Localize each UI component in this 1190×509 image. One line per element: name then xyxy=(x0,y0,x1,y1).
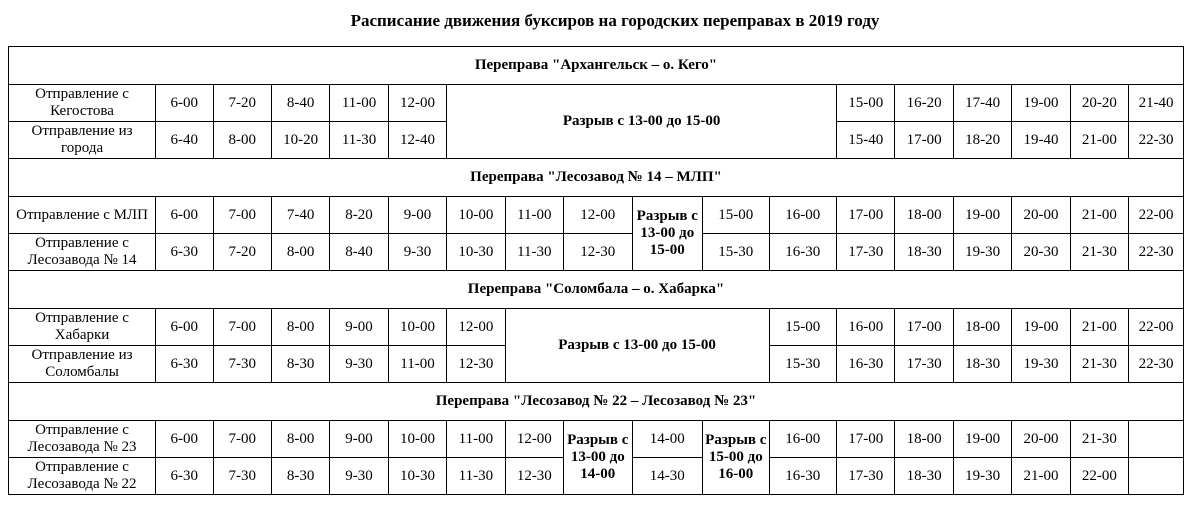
time-cell xyxy=(1129,421,1184,458)
break-cell: Разрыв с 13-00 до 15-00 xyxy=(632,197,703,271)
time-cell: 8-40 xyxy=(271,85,329,122)
time-cell: 18-00 xyxy=(895,197,953,234)
schedule-body xyxy=(9,47,1184,495)
time-cell: 18-20 xyxy=(953,122,1011,159)
crossing-header-row xyxy=(9,159,1184,197)
time-cell: 14-00 xyxy=(632,421,703,458)
time-cell: 9-30 xyxy=(330,346,388,383)
time-cell: 22-30 xyxy=(1129,346,1184,383)
time-cell: 17-30 xyxy=(837,234,895,271)
time-cell: 11-00 xyxy=(505,197,563,234)
time-cell: 17-00 xyxy=(837,197,895,234)
time-cell: 19-30 xyxy=(953,234,1011,271)
crossing-title: Переправа "Лесозавод № 14 – МЛП" xyxy=(9,159,1184,197)
time-cell: 6-40 xyxy=(156,122,213,159)
time-cell: 14-30 xyxy=(632,458,703,495)
time-cell: 18-30 xyxy=(953,346,1011,383)
time-cell: 10-00 xyxy=(447,197,505,234)
time-cell: 21-30 xyxy=(1070,346,1128,383)
break-cell: Разрыв с 13-00 до 14-00 xyxy=(564,421,633,495)
time-cell: 21-00 xyxy=(1070,309,1128,346)
time-cell: 11-30 xyxy=(447,458,505,495)
time-cell: 20-00 xyxy=(1012,197,1070,234)
time-cell: 6-30 xyxy=(156,234,213,271)
time-cell: 19-30 xyxy=(1012,346,1070,383)
time-cell: 7-00 xyxy=(213,197,271,234)
time-cell: 11-00 xyxy=(447,421,505,458)
departure-label: Отправление с Хабарки xyxy=(9,309,156,346)
time-cell: 10-30 xyxy=(447,234,505,271)
time-cell: 21-00 xyxy=(1070,122,1128,159)
time-cell: 21-00 xyxy=(1012,458,1070,495)
time-cell: 21-00 xyxy=(1070,197,1128,234)
time-cell: 7-20 xyxy=(213,234,271,271)
time-cell: 22-00 xyxy=(1129,197,1184,234)
time-cell: 11-00 xyxy=(330,85,388,122)
time-cell: 21-40 xyxy=(1129,85,1184,122)
schedule-table xyxy=(8,46,1184,495)
time-cell: 7-30 xyxy=(213,346,271,383)
time-cell: 19-00 xyxy=(953,421,1011,458)
time-cell: 16-30 xyxy=(837,346,895,383)
time-cell: 8-30 xyxy=(271,346,329,383)
time-cell: 19-30 xyxy=(953,458,1011,495)
departure-label: Отправление с Лесозавода № 22 xyxy=(9,458,156,495)
time-cell: 12-40 xyxy=(388,122,446,159)
departure-label: Отправление с Лесозавода № 23 xyxy=(9,421,156,458)
time-cell: 22-30 xyxy=(1129,234,1184,271)
time-cell: 9-00 xyxy=(330,421,388,458)
departure-label: Отправление из города xyxy=(9,122,156,159)
time-cell: 17-00 xyxy=(837,421,895,458)
time-cell: 16-00 xyxy=(769,197,837,234)
time-cell: 20-30 xyxy=(1012,234,1070,271)
table-row xyxy=(9,421,1184,458)
crossing-header-row xyxy=(9,383,1184,421)
time-cell: 12-30 xyxy=(505,458,563,495)
time-cell: 17-30 xyxy=(895,346,953,383)
time-cell: 22-00 xyxy=(1070,458,1128,495)
time-cell: 11-30 xyxy=(505,234,563,271)
table-row xyxy=(9,197,1184,234)
departure-label: Отправление с Лесозавода № 14 xyxy=(9,234,156,271)
time-cell: 10-00 xyxy=(388,421,446,458)
time-cell: 16-20 xyxy=(895,85,953,122)
time-cell: 20-00 xyxy=(1012,421,1070,458)
time-cell: 18-00 xyxy=(953,309,1011,346)
time-cell: 21-30 xyxy=(1070,421,1128,458)
time-cell: 8-00 xyxy=(213,122,271,159)
time-cell: 8-00 xyxy=(271,234,329,271)
time-cell: 7-00 xyxy=(213,309,271,346)
time-cell: 16-30 xyxy=(769,234,837,271)
time-cell: 12-30 xyxy=(447,346,505,383)
time-cell: 16-00 xyxy=(769,421,837,458)
crossing-title: Переправа "Соломбала – о. Хабарка" xyxy=(9,271,1184,309)
time-cell: 12-00 xyxy=(447,309,505,346)
time-cell: 19-00 xyxy=(1012,309,1070,346)
time-cell: 15-00 xyxy=(837,85,895,122)
time-cell: 16-00 xyxy=(837,309,895,346)
crossing-title: Переправа "Архангельск – о. Кего" xyxy=(9,47,1184,85)
time-cell: 7-00 xyxy=(213,421,271,458)
crossing-header-row xyxy=(9,47,1184,85)
time-cell: 8-40 xyxy=(330,234,388,271)
break-cell: Разрыв с 13-00 до 15-00 xyxy=(505,309,769,383)
time-cell: 6-00 xyxy=(156,309,213,346)
time-cell: 18-30 xyxy=(895,234,953,271)
time-cell: 17-00 xyxy=(895,122,953,159)
time-cell: 12-00 xyxy=(564,197,633,234)
time-cell: 9-30 xyxy=(388,234,446,271)
time-cell: 19-00 xyxy=(953,197,1011,234)
time-cell: 16-30 xyxy=(769,458,837,495)
time-cell: 10-20 xyxy=(271,122,329,159)
time-cell xyxy=(1129,458,1184,495)
time-cell: 22-30 xyxy=(1129,122,1184,159)
time-cell: 15-40 xyxy=(837,122,895,159)
time-cell: 8-00 xyxy=(271,421,329,458)
table-row xyxy=(9,234,1184,271)
time-cell: 18-30 xyxy=(895,458,953,495)
table-row xyxy=(9,85,1184,122)
time-cell: 6-30 xyxy=(156,458,213,495)
time-cell: 8-00 xyxy=(271,309,329,346)
time-cell: 12-00 xyxy=(505,421,563,458)
time-cell: 15-30 xyxy=(703,234,769,271)
time-cell: 18-00 xyxy=(895,421,953,458)
departure-label: Отправление из Соломбалы xyxy=(9,346,156,383)
time-cell: 7-20 xyxy=(213,85,271,122)
time-cell: 9-00 xyxy=(330,309,388,346)
time-cell: 15-30 xyxy=(769,346,837,383)
time-cell: 10-30 xyxy=(388,458,446,495)
time-cell: 12-00 xyxy=(388,85,446,122)
time-cell: 22-00 xyxy=(1129,309,1184,346)
crossing-header-row xyxy=(9,271,1184,309)
time-cell: 17-30 xyxy=(837,458,895,495)
time-cell: 19-00 xyxy=(1012,85,1070,122)
time-cell: 19-40 xyxy=(1012,122,1070,159)
time-cell: 7-40 xyxy=(271,197,329,234)
time-cell: 9-00 xyxy=(388,197,446,234)
page-title: Расписание движения буксиров на городских переправах в 2019 году xyxy=(350,11,880,30)
time-cell: 21-30 xyxy=(1070,234,1128,271)
time-cell: 17-00 xyxy=(895,309,953,346)
time-cell: 6-00 xyxy=(156,197,213,234)
time-cell: 8-30 xyxy=(271,458,329,495)
table-row xyxy=(9,309,1184,346)
departure-label: Отправление с МЛП xyxy=(9,197,156,234)
departure-label: Отправление с Кегостова xyxy=(9,85,156,122)
break-cell: Разрыв с 13-00 до 15-00 xyxy=(447,85,837,159)
time-cell: 15-00 xyxy=(703,197,769,234)
time-cell: 11-30 xyxy=(330,122,388,159)
time-cell: 10-00 xyxy=(388,309,446,346)
time-cell: 11-00 xyxy=(388,346,446,383)
time-cell: 20-20 xyxy=(1070,85,1128,122)
crossing-title: Переправа "Лесозавод № 22 – Лесозавод № 23" xyxy=(9,383,1184,421)
time-cell: 6-00 xyxy=(156,421,213,458)
break-cell: Разрыв с 15-00 до 16-00 xyxy=(703,421,769,495)
time-cell: 12-30 xyxy=(564,234,633,271)
time-cell: 17-40 xyxy=(953,85,1011,122)
time-cell: 8-20 xyxy=(330,197,388,234)
time-cell: 6-00 xyxy=(156,85,213,122)
time-cell: 7-30 xyxy=(213,458,271,495)
time-cell: 6-30 xyxy=(156,346,213,383)
time-cell: 9-30 xyxy=(330,458,388,495)
time-cell: 15-00 xyxy=(769,309,837,346)
